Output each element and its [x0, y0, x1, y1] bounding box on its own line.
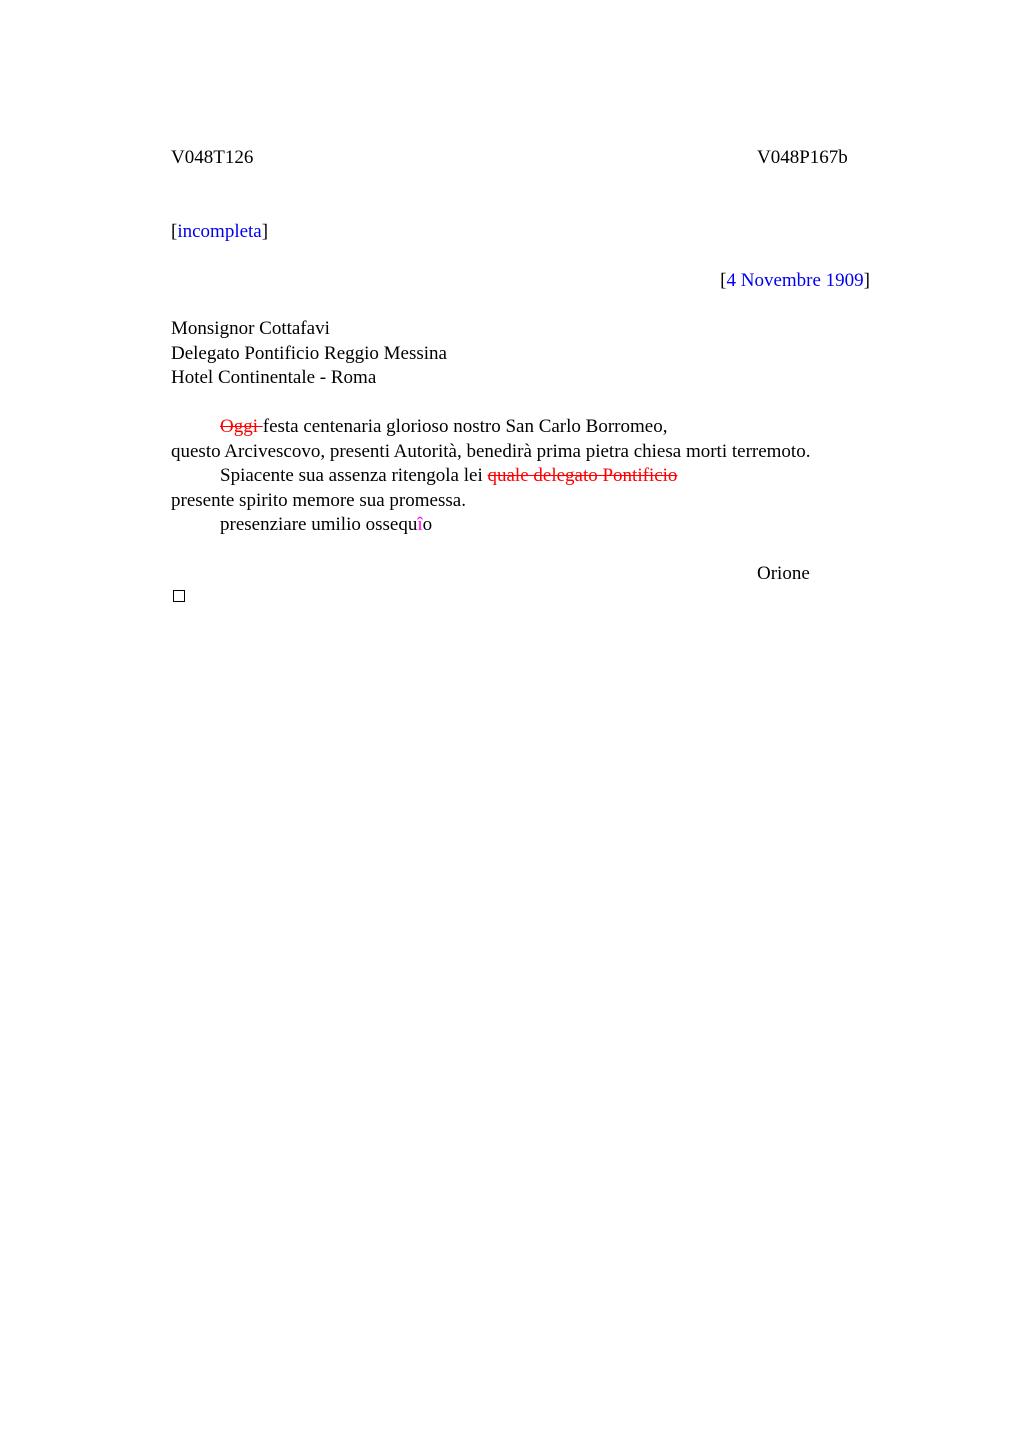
status-note: [171, 220, 268, 244]
checkbox-square-icon: [173, 590, 185, 602]
body-text-1: festa centenaria glorioso nostro San Carlo Borromeo,: [262, 416, 668, 437]
date-text: 4 Novembre 1909: [726, 270, 864, 291]
status-text: incompleta: [177, 221, 262, 242]
address-line-2: Delegato Pontificio Reggio Messina: [171, 343, 447, 364]
deleted-word: Oggi: [220, 416, 263, 437]
body-line-4: presente spirito memore sua promessa.: [171, 490, 466, 511]
status-bracket-open: [: [171, 221, 178, 242]
body-line-5: [220, 513, 432, 537]
correction-mark: î: [417, 514, 423, 535]
date-bracket-close: ]: [863, 270, 870, 291]
address-line-1: Monsignor Cottafavi: [171, 318, 330, 339]
deleted-phrase: quale delegato Pontificio: [487, 465, 678, 486]
signature: Orione: [757, 563, 810, 584]
document-code-right: V048P167b: [757, 147, 848, 168]
date-bracket-open: [: [720, 270, 727, 291]
body-text-5-end: o: [422, 514, 433, 535]
document-code-left: V048T126: [171, 147, 254, 168]
body-text-3: Spiacente sua assenza ritengola lei: [220, 465, 488, 486]
body-text-5: presenziare umilio ossequ: [220, 514, 418, 535]
letter-date: [720, 269, 870, 293]
body-line-1: [220, 415, 667, 439]
body-line-3: [220, 464, 677, 488]
status-bracket-close: ]: [261, 221, 269, 242]
address-line-3: Hotel Continentale - Roma: [171, 367, 377, 388]
body-line-2: questo Arcivescovo, presenti Autorità, benedirà prima pietra chiesa morti terremoto.: [171, 441, 811, 462]
